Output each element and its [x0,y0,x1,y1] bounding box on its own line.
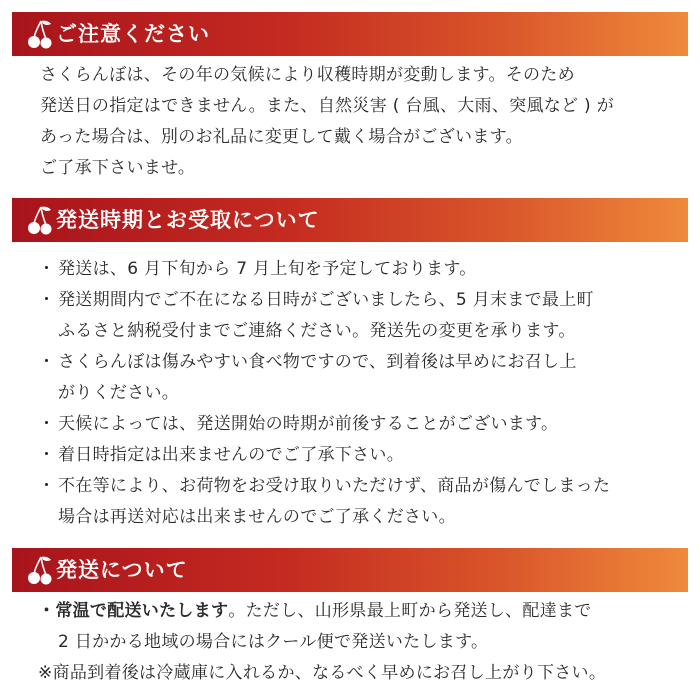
section-shipping [0,548,700,592]
bullet: ・ [38,445,56,465]
list-item-text: がりください。 [58,383,180,403]
shipping-note: ※商品到着後は冷蔵庫に入れるか、なるべく早めにお召し上がり下さい。 [38,663,607,683]
shipping-body [38,596,606,689]
section-header-shipping [12,548,688,592]
list-item-text: 着日時指定は出来ませんのでご了承下さい。 [58,445,404,465]
list-item-text: 場合は再送対応は出来ませんのでご了承ください。 [58,507,456,527]
bullet: ・ [38,259,56,279]
shipping-text: 。ただし、山形県最上町から発送し、配達まで [228,601,592,621]
notice-body [40,60,614,184]
notice-line: 発送日の指定はできません。また、自然災害 ( 台風、大雨、突風など ) が [40,96,614,116]
section-notice [0,12,700,56]
bullet: ・ [38,601,56,621]
list-item-text: 天候によっては、発送開始の時期が前後することがございます。 [58,414,559,434]
shipping-line: 2 日かかる地域の場合にはクール便で発送いたします。 [58,632,489,652]
bullet: ・ [38,476,56,496]
list-item [38,471,610,533]
list-item-text: ふるさと納税受付までご連絡ください。発送先の変更を承ります。 [58,321,576,341]
list-item [38,347,610,409]
notice-line: あった場合は、別のお礼品に変更して戴く場合がございます。 [40,127,523,147]
shipping-emphasis: 常温で配送いたします [55,601,229,621]
list-item [38,440,610,471]
section-shipping-period [0,198,700,242]
section-header-shipping-period [12,198,688,242]
section-title: 発送について [56,558,188,582]
bullet: ・ [38,290,56,310]
list-item-text: 発送期間内でご不在になる日時がございましたら、5 月末まで最上町 [58,290,594,310]
list-item-text: 不在等により、お荷物をお受け取りいただけず、商品が傷んでしまった [58,476,611,496]
shipping-line [38,596,606,627]
list-item [38,254,610,285]
notice-line: さくらんぼは、その年の気候により収穫時期が変動します。そのため [40,65,575,85]
section-title: 発送時期とお受取について [56,208,320,232]
cherry-icon [26,554,54,586]
bullet: ・ [38,414,56,434]
list-item [38,285,610,347]
cherry-icon [26,204,54,236]
list-item-text: 発送は、6 月下旬から 7 月上旬を予定しております。 [58,259,477,279]
list-item-text: さくらんぼは傷みやすい食べ物ですので、到着後は早めにお召し上 [58,352,577,372]
list-item [38,409,610,440]
notice-line: ご了承下さいませ。 [40,158,196,178]
cherry-icon [26,18,54,50]
shipping-period-list [38,254,610,533]
section-title: ご注意ください [56,22,210,46]
section-header-notice [12,12,688,56]
bullet: ・ [38,352,56,372]
